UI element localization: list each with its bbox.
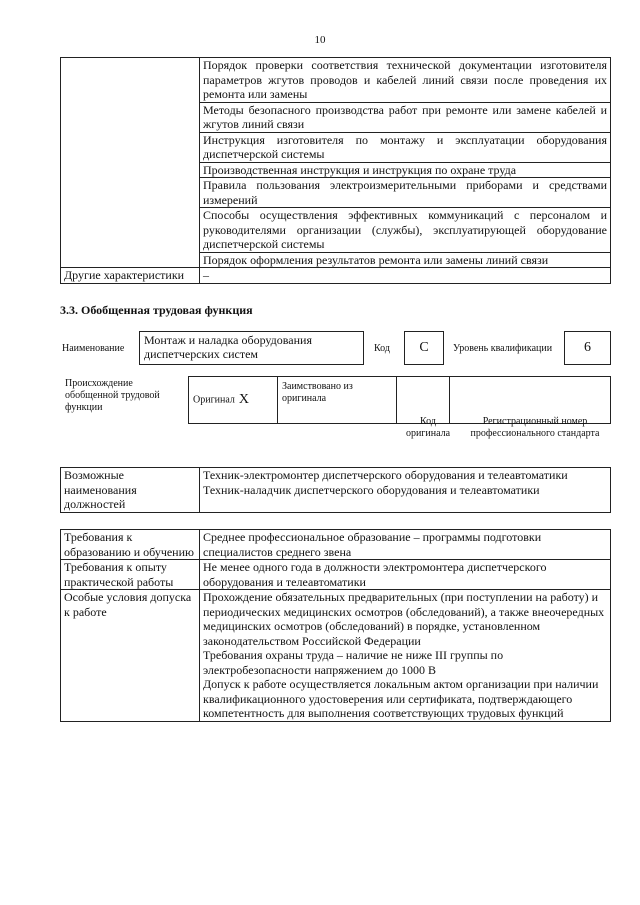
original-cell bbox=[189, 377, 278, 424]
code-value-box: С bbox=[404, 331, 444, 365]
reg-caption: Регистрационный номер профессионального стандарта bbox=[470, 416, 600, 439]
positions-values bbox=[200, 468, 611, 513]
table-row bbox=[61, 590, 611, 722]
borrowed-cell bbox=[278, 377, 397, 424]
code-label: Код bbox=[374, 343, 390, 354]
section-title: 3.3. Обобщенная трудовая функция bbox=[60, 303, 253, 317]
knowledge-item: Порядок проверки соответствия технической документации изготовителя параметров жгутов проводов и кабелей линий связи после проведения их ремонта или замены bbox=[200, 58, 611, 103]
origin-label: Происхождение обобщенной трудовой функции bbox=[65, 378, 160, 413]
knowledge-item: Инструкция изготовителя по монтажу и эксплуатации оборудования диспетчерской системы bbox=[200, 132, 611, 162]
other-characteristics-label: Другие характеристики bbox=[61, 268, 200, 284]
knowledge-label-cell bbox=[61, 58, 200, 268]
knowledge-item: Порядок оформления результатов ремонта или замены линий связи bbox=[200, 252, 611, 268]
education-label: Требования к образованию и обучению bbox=[61, 530, 200, 560]
experience-value bbox=[200, 560, 611, 590]
other-characteristics-value: – bbox=[200, 268, 611, 284]
knowledge-table bbox=[60, 57, 611, 284]
experience-label: Требования к опыту практической работы bbox=[61, 560, 200, 590]
condition-line: Требования охраны труда – наличие не ниже III группы по электробезопасности напряжением до 1000 В bbox=[203, 648, 504, 677]
table-row bbox=[61, 58, 611, 103]
positions-label: Возможные наименования должностей bbox=[61, 468, 200, 513]
education-line: Среднее профессиональное образование – программы подготовки специалистов среднего звена bbox=[203, 530, 542, 559]
positions-table bbox=[60, 467, 611, 513]
position-item: Техник-наладчик диспетчерского оборудования и телеавтоматики bbox=[203, 482, 540, 497]
original-label: Оригинал bbox=[193, 394, 235, 406]
knowledge-item: Производственная инструкция и инструкция по охране труда bbox=[200, 162, 611, 178]
education-value bbox=[200, 530, 611, 560]
position-item: Техник-электромонтер диспетчерского оборудования и телеавтоматики bbox=[203, 468, 568, 482]
level-value-box: 6 bbox=[564, 331, 611, 365]
requirements-table bbox=[60, 529, 611, 722]
knowledge-item: Правила пользования электроизмерительными приборами и средствами измерений bbox=[200, 178, 611, 208]
table-row bbox=[61, 268, 611, 284]
table-row bbox=[61, 560, 611, 590]
page-number: 10 bbox=[314, 34, 326, 46]
knowledge-item: Методы безопасного производства работ при ремонте или замене кабелей и жгутов линий связи bbox=[200, 102, 611, 132]
table-row bbox=[61, 468, 611, 513]
level-label: Уровень квалификации bbox=[453, 343, 553, 354]
name-label: Наименование bbox=[62, 343, 125, 354]
special-conditions-value bbox=[200, 590, 611, 722]
condition-line: Допуск к работе осуществляется локальным актом организации при наличии квалификационного удостоверения или сертификата, подтверждающего компетентность для выполнения соответствующих трудовых функций bbox=[203, 677, 599, 720]
borrowed-label: Заимствовано из оригинала bbox=[282, 381, 353, 404]
special-conditions-label: Особые условия допуска к работе bbox=[61, 590, 200, 722]
code-caption: Код оригинала bbox=[405, 416, 451, 439]
experience-line: Не менее одного года в должности электромонтера диспетчерского оборудования и телеавтоматики bbox=[203, 560, 547, 589]
original-mark: X bbox=[238, 391, 250, 407]
table-row bbox=[61, 530, 611, 560]
function-name-box: Монтаж и наладка оборудования диспетчерских систем bbox=[139, 331, 364, 365]
condition-line: Прохождение обязательных предварительных (при поступлении на работу) и периодических медицинских осмотров (обследований), а также внеочередных медицинских осмотров (обследований) в порядке, установленном законодательством Российской Федерации bbox=[203, 590, 605, 648]
knowledge-item: Способы осуществления эффективных коммуникаций с персоналом и руководителями организации (службы), эксплуатирующей оборудование диспетчерской системы bbox=[200, 208, 611, 253]
